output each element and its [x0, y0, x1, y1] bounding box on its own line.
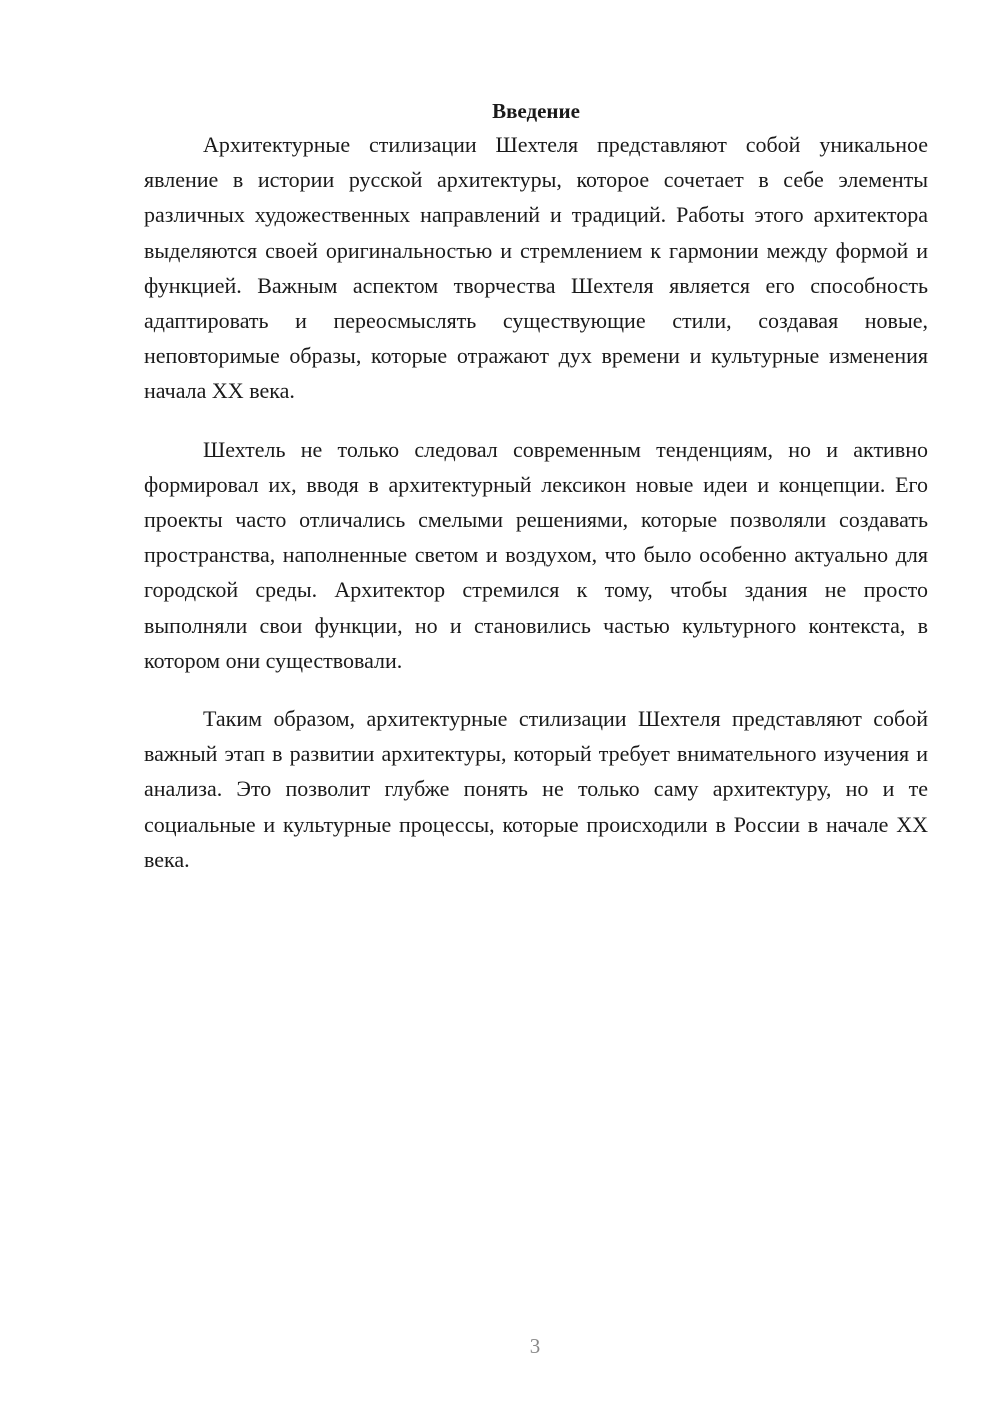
section-heading: Введение — [492, 99, 580, 123]
page-number: 3 — [529, 1334, 541, 1358]
paragraph-1: Архитектурные стилизации Шехтеля представляют собой уникальное явление в истории русской архитектуры, которое сочетает в себе элементы различных художественных направлений и традиций. Работы этого архитектора выделяются своей оригинальностью и стремлением к гармонии между формой и функцией. Важным аспектом творчества Шехтеля является его способность адаптировать и переосмыслять существующие стили, создавая новые, неповторимые образы, которые отражают дух времени и культурные изменения начала XX века. — [144, 132, 928, 404]
paragraph-3: Таким образом, архитектурные стилизации Шехтеля представляют собой важный этап в развитии архитектуры, который требует внимательного изучения и анализа. Это позволит глубже понять не только саму архитектуру, но и те социальные и культурные процессы, которые происходили в России в начале XX века. — [144, 706, 928, 872]
paragraph-2: Шехтель не только следовал современным тенденциям, но и активно формировал их, вводя в архитектурный лексикон новые идеи и концепции. Его проекты часто отличались смелыми решениями, которые позволяли создавать пространства, наполненные светом и воздухом, что было особенно актуально для городской среды. Архитектор стремился к тому, чтобы здания не просто выполняли свои функции, но и становились частью культурного контекста, в котором они существовали. — [144, 436, 928, 673]
page-content — [144, 95, 928, 900]
